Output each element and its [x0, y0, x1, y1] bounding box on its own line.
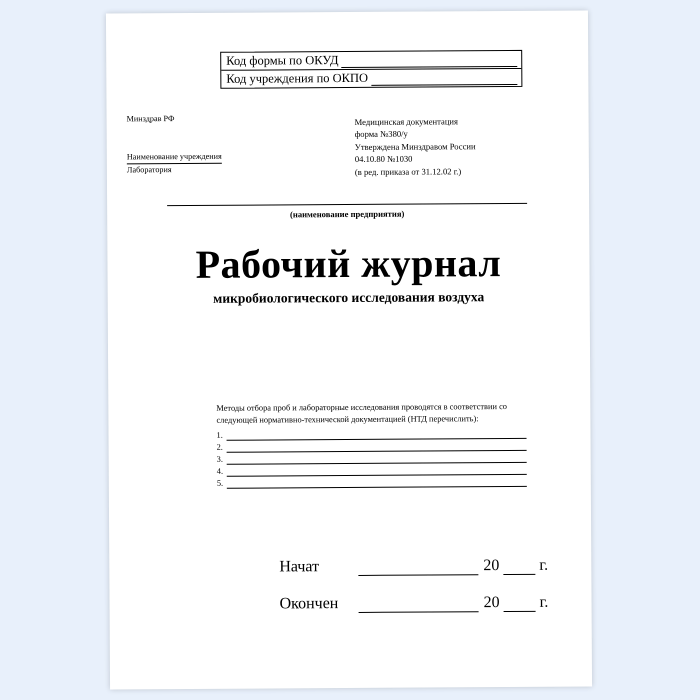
- methods-item-blank[interactable]: [226, 429, 526, 441]
- start-date-label: Начат: [279, 558, 320, 576]
- approval-line-1: Медицинская документация: [354, 116, 458, 127]
- list-item: [217, 452, 527, 465]
- methods-block: [216, 401, 527, 490]
- list-item: [217, 464, 527, 477]
- okpo-blank[interactable]: [371, 72, 517, 86]
- approval-block: [355, 115, 476, 178]
- start-date-blank[interactable]: [358, 558, 478, 576]
- end-date-blank[interactable]: [359, 595, 479, 613]
- institution-caption: Наименование учреждения: [127, 151, 222, 165]
- start-year-prefix: 20: [483, 557, 500, 575]
- end-date-row: [279, 594, 579, 614]
- approval-line-2: форма №380/у: [354, 129, 408, 140]
- institution-block: [127, 151, 222, 176]
- okud-code-box: [220, 50, 522, 89]
- methods-item-number: 2.: [216, 442, 223, 452]
- document-page: [106, 11, 592, 690]
- okud-form-row: [221, 51, 521, 71]
- methods-item-number: 1.: [216, 430, 223, 440]
- end-year-suffix: г.: [539, 593, 549, 611]
- list-item: [217, 440, 527, 453]
- end-year-blank[interactable]: [503, 595, 535, 612]
- list-item: [216, 428, 526, 441]
- enterprise-name-blank[interactable]: [167, 203, 527, 206]
- methods-item-number: 4.: [216, 466, 224, 476]
- methods-item-number: 5.: [216, 478, 224, 488]
- approval-line-3: Утверждена Минздравом России: [354, 141, 476, 152]
- start-year-suffix: г.: [539, 556, 549, 574]
- approval-line-5: (в ред. приказа от 31.12.02 г.): [354, 165, 462, 177]
- methods-item-number: 3.: [216, 454, 223, 464]
- start-date-row: [279, 557, 579, 577]
- document-sheet: [106, 11, 592, 690]
- end-date-label: Окончен: [279, 595, 339, 613]
- page-subtitle: микробиологического исследования воздуха: [213, 289, 485, 306]
- methods-item-blank[interactable]: [227, 441, 527, 453]
- methods-item-blank[interactable]: [227, 477, 527, 489]
- enterprise-name-caption: (наименование предприятия): [289, 208, 405, 220]
- page-title: Рабочий журнал: [195, 240, 502, 287]
- okpo-row: [221, 69, 521, 88]
- institution-value: Лаборатория: [126, 165, 172, 175]
- okud-form-blank[interactable]: [341, 54, 517, 68]
- methods-list: [216, 428, 526, 489]
- list-item: [217, 476, 527, 489]
- ministry-label: Минздрав РФ: [126, 114, 175, 124]
- methods-item-blank[interactable]: [227, 465, 527, 477]
- okpo-label: Код учреждения по ОКПО: [226, 70, 369, 86]
- end-year-prefix: 20: [483, 594, 500, 612]
- methods-text: Методы отбора проб и лабораторные исследования проводятся в соответствии со следующей нормативно-технической документацией (НТД перечислить):: [216, 402, 507, 425]
- start-year-blank[interactable]: [503, 558, 535, 575]
- approval-line-4: 04.10.80 №1030: [354, 153, 413, 165]
- methods-item-blank[interactable]: [227, 453, 527, 465]
- okud-form-label: Код формы по ОКУД: [226, 53, 339, 68]
